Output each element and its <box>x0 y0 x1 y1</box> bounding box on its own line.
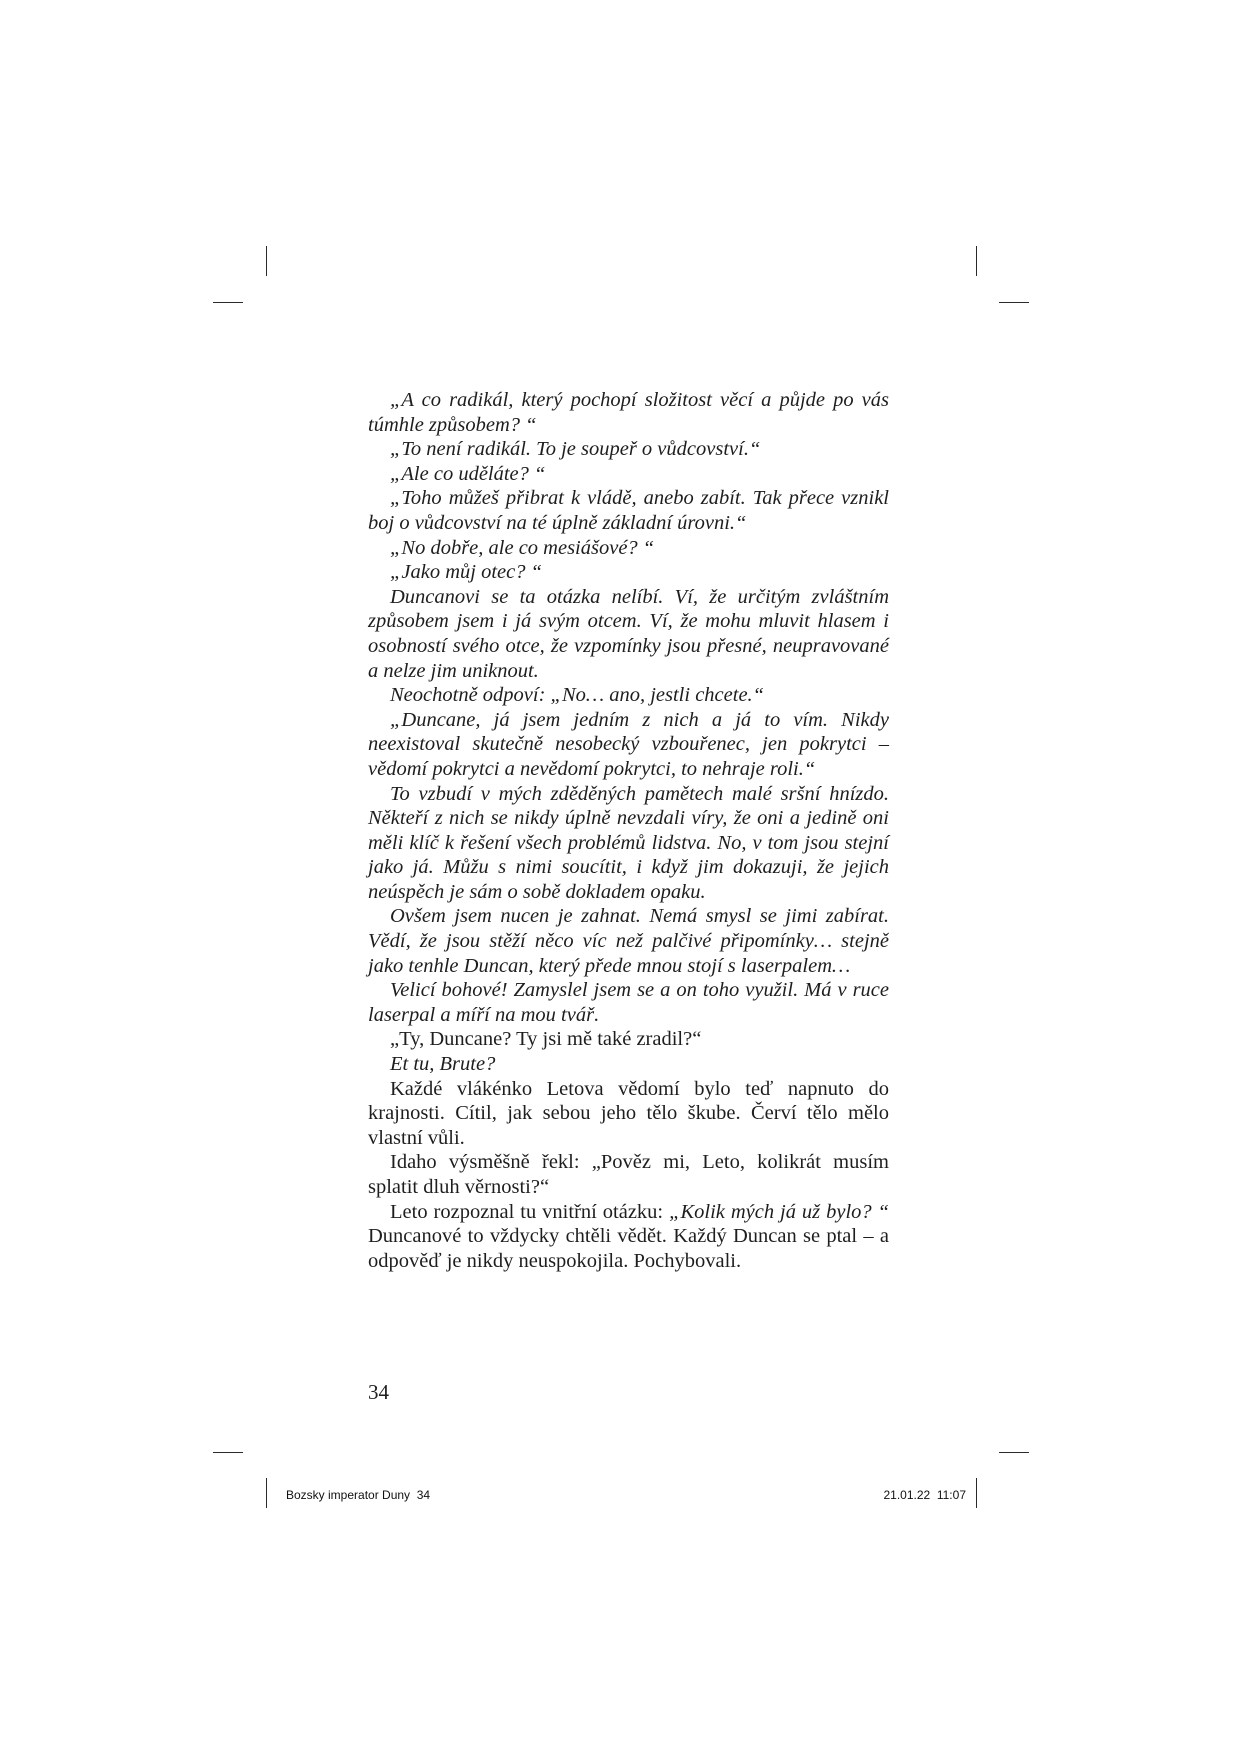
paragraph: Idaho výsměšně řekl: „Pověz mi, Leto, kolikrát musím splatit dluh věrnosti?“ <box>368 1151 889 1198</box>
paragraph-roman-part: Duncanové to vždycky chtěli vědět. Každý Duncan se ptal – a odpověď je nikdy neuspokojila. Pochybovali. <box>368 1225 889 1272</box>
crop-mark-bottom-left-horizontal <box>213 1452 243 1453</box>
paragraph <box>368 1200 889 1274</box>
paragraph: „No dobře, ale co mesiášové? “ <box>390 536 655 559</box>
footer-timestamp: 21.01.22 11:07 <box>883 1488 966 1502</box>
paragraph: Neochotně odpoví: „No… ano, jestli chcete.“ <box>390 684 765 707</box>
paragraph: Velicí bohové! Zamyslel jsem se a on toho využil. Má v ruce laserpal a míří na mou tvář. <box>368 979 889 1026</box>
body-text <box>368 388 889 1273</box>
paragraph: Et tu, Brute? <box>390 1053 496 1076</box>
crop-mark-top-right-horizontal <box>999 302 1029 303</box>
paragraph-roman-part: Leto rozpoznal tu vnitřní otázku: <box>390 1200 670 1223</box>
paragraph: Duncanovi se ta otázka nelíbí. Ví, že určitým zvláštním způsobem jsem i já svým otcem. Ví, že mohu mluvit hlasem i osobností svého otce, že vzpomínky jsou přesné, neupravované a nelze jim uniknout. <box>368 585 889 682</box>
page-number: 34 <box>368 1380 389 1404</box>
paragraph: „Ale co uděláte? “ <box>390 462 546 485</box>
crop-mark-bottom-left-vertical <box>266 1478 267 1508</box>
crop-mark-bottom-right-horizontal <box>999 1452 1029 1453</box>
crop-mark-top-left-vertical <box>266 246 267 276</box>
paragraph: „Toho můžeš přibrat k vládě, anebo zabít. Tak přece vznikl boj o vůdcovství na té úplně základní úrovni.“ <box>368 487 889 534</box>
footer-file-label: Bozsky imperator Duny 34 <box>286 1488 431 1502</box>
paragraph: Každé vlákénko Letova vědomí bylo teď napnuto do krajnosti. Cítil, jak sebou jeho tělo škube. Červí tělo mělo vlastní vůli. <box>368 1077 889 1149</box>
paragraph: To vzbudí v mých zděděných pamětech malé sršní hnízdo. Někteří z nich se nikdy úplně nevzdali víry, že oni a jedině oni měli klíč k řešení všech problémů lidstva. No, v tom jsou stejní jako já. Můžu s nimi soucítit, i když jim dokazuji, že jejich neúspěch je sám o sobě dokladem opaku. <box>368 782 889 903</box>
paragraph: „To není radikál. To je soupeř o vůdcovství.“ <box>390 438 761 461</box>
paragraph: „Duncane, já jsem jedním z nich a já to vím. Nikdy neexistoval skutečně nesobecký vzbouřenec, jen pokrytci – vědomí pokrytci a nevědomí pokrytci, to nehraje roli.“ <box>368 708 889 780</box>
crop-mark-bottom-right-vertical <box>976 1478 977 1508</box>
paragraph: „Ty, Duncane? Ty jsi mě také zradil?“ <box>390 1028 702 1051</box>
paragraph: „A co radikál, který pochopí složitost věcí a půjde po vás túmhle způsobem? “ <box>368 389 889 436</box>
paragraph-italic-part: „Kolik mých já už bylo? “ <box>669 1200 889 1223</box>
crop-mark-top-left-horizontal <box>213 302 243 303</box>
paragraph: „Jako můj otec? “ <box>390 561 543 584</box>
crop-mark-top-right-vertical <box>976 246 977 276</box>
paragraph: Ovšem jsem nucen je zahnat. Nemá smysl se jimi zabírat. Vědí, že jsou stěží něco víc než palčivé připomínky… stejně jako tenhle Duncan, který přede mnou stojí s laserpalem… <box>368 905 889 977</box>
